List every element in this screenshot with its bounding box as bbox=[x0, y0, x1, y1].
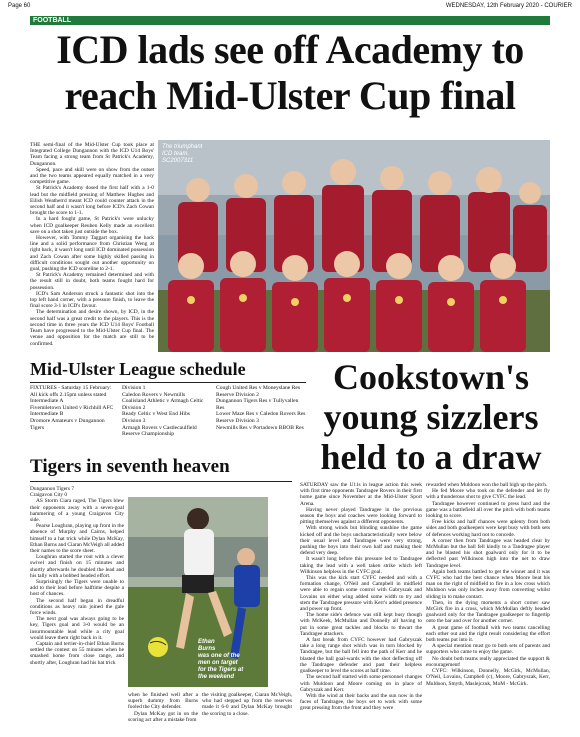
cook-paragraph: A fast break from CYFC however had Gabryszak take a long range shot which was in turn blocked by Tandragee, but the ball fell into the path of Kerr and he blasted the ball goal-wards with the shot deflecting off the Tandragee defender and past their helpless goalkeeper to level the scores at half time. bbox=[300, 637, 422, 675]
cook-paragraph: With the wind at their backs and the sun now in the faces of Tandragee, the boys set to work with some great pressing from the front and they were bbox=[300, 692, 422, 712]
cookstown-col-1 bbox=[300, 482, 422, 734]
lead-paragraph: ICD's Sam Anderson struck a fantastic shot into the top left hand corner, with a pressure finish, to leave the final score 3-1 in ICD's favour. bbox=[30, 290, 154, 310]
lead-paragraph: However, with Tommy Taggart organising the back line and a solid performance from Christian Weng at right back, it wasn't long until ICD dominated possession and Zach Cowan after some highly skilled passing in difficult conditions sought out another opportunity on goal, pushing the ICD scoreline to 2-1. bbox=[30, 235, 154, 273]
schedule-col-3 bbox=[216, 385, 306, 431]
cookstown-col-2 bbox=[426, 482, 550, 734]
main-headline bbox=[30, 27, 550, 137]
schedule-line: Newmills Res v Portadown BBOB Res bbox=[216, 424, 304, 431]
cook-paragraph: He fed Moore who took on the defender and let fly with a thunderous shot to give CYFC the lead. bbox=[426, 488, 550, 501]
schedule-line: Division 1 bbox=[122, 385, 146, 391]
lead-paragraph: In a hard fought game, St Patrick's were unlucky when ICD goalkeeper Reuben Kelly made an excellent save on a shot taken just outside the box. bbox=[30, 216, 154, 235]
lead-story bbox=[30, 142, 154, 354]
cook-paragraph: A corner then from Tandragee was headed clear by McMullan but the ball fell kindly to a Tandragee player and he blasted his shot goalward only for it to be deflected past Wilkinson high into the net to draw Tandragee level. bbox=[426, 537, 550, 569]
caption-line: was one of the bbox=[198, 653, 240, 659]
tigers-paragraph: Loughran started the rout with a clever swivel and finish on 15 minutes and shortly afterwards he doubled the lead and his tally with a bobbed headed effort. bbox=[30, 554, 124, 579]
lead-paragraph: Speed, pace and skill were on show from the outset and the two teams appeared equally matched in a very competitive game. bbox=[30, 166, 154, 186]
cook-headline-line: young sizzlers bbox=[323, 397, 539, 437]
cookstown-headline bbox=[312, 357, 550, 477]
schedule-rule bbox=[30, 382, 306, 383]
cook-paragraph: The home side's defence was still kept busy though with McKeek, McMullan and Donnelly all having to put in some great tackles and blocks to thwart the Tandragee attackers. bbox=[300, 612, 422, 637]
tigers-photo bbox=[128, 497, 268, 687]
schedule-line: Intermediate A bbox=[30, 398, 64, 405]
tigers-rule bbox=[30, 481, 292, 482]
caption-line: the weekend bbox=[198, 674, 235, 680]
schedule-line: Division 2 bbox=[122, 404, 146, 411]
tigers-headline: Tigers in seventh heaven bbox=[30, 456, 230, 477]
cook-headline-line: held to a draw bbox=[320, 437, 542, 477]
cook-paragraph: CYFC: Wilkinson, Donnelly, McGirk, McMullan, O'Neil, Lovains, Campbell (c), Moore, Gabryszak, Kerr, Muldoon, Smyth, Maslejczuk, MoM - McGirk. bbox=[426, 668, 550, 687]
schedule-col-2 bbox=[122, 385, 212, 438]
team-photo-caption bbox=[162, 144, 202, 165]
tigers-paragraph: AS Storm Ciara raged, The Tigers blew their opponents away with a seven-goal hammering of a young Craigavon City side. bbox=[30, 498, 124, 524]
schedule-line: Lower Maze Res v Caledon Rovers Res bbox=[216, 411, 306, 418]
page-folio bbox=[8, 3, 572, 13]
caption-line: for the Tigers at bbox=[198, 667, 244, 673]
section-bar bbox=[30, 16, 550, 25]
schedule-line: Cough United Res v Moneyslane Res bbox=[216, 385, 301, 391]
schedule-line: Ready Celtic v West End Hibs bbox=[122, 411, 190, 418]
tigers-paragraph: Surprisingly the Tigers were unable to add to their lead before halftime despite a host of chances. bbox=[30, 579, 124, 598]
lead-paragraph: The determination and desire shown, by ICD, in the second half was a great credit to the players. This is the second time in three years the ICD U14 Boys' Football Team have progressed to the Mid-Ulster Cup final. The venue and opposition for the match are still to be confirmed. bbox=[30, 309, 154, 347]
caption-line: SC2007311 bbox=[162, 158, 194, 164]
cook-headline-line: Cookstown's bbox=[332, 357, 530, 397]
schedule-line: Reserve Division 2 bbox=[216, 391, 259, 398]
tigers-paragraph: the visiting goalkeeper, Ciaran McVeigh, who had stepped up from the reserves made it 6-0 and Dylan McKay brought the scoring to a close. bbox=[202, 692, 292, 717]
schedule-line: Coalisland Athletic v Armagh Celtic bbox=[122, 398, 204, 405]
caption-line: ICD team. bbox=[162, 151, 190, 157]
cook-paragraph: SATURDAY saw the U11s in league action this week with first time opponents Tandragee Rovers in their first home game since November at the Mid-Ulster Sport Arena. bbox=[300, 482, 422, 507]
cook-paragraph: No doubt both teams really appreciated the support & encouragement! bbox=[426, 655, 550, 668]
cook-paragraph: Then, in the dying moments a short corner saw McGirk fire in a cross, which McMullan deftly headed goalward only for the Tandragee goalkeeper to fingertip onto the bar and over for another corner. bbox=[426, 599, 550, 625]
schedule-col-1 bbox=[30, 385, 118, 431]
cook-paragraph: With strong winds but blinding sunshine the game kicked off and the boys uncharacteristically were below their usual level and Tandragee were very strong, pushing the boys into their own half and making their defend very deep. bbox=[300, 525, 422, 557]
tigers-photo-caption bbox=[198, 639, 266, 681]
cook-paragraph: The second half started with some personnel changes with Muldoon and Moore coming on in place of Gabryszak and Kerr. bbox=[300, 674, 422, 693]
schedule-line: FIXTURES - Saturday 15 February: bbox=[30, 385, 112, 391]
caption-line: The triumphant bbox=[162, 144, 203, 150]
lead-paragraph: St Patrick's Academy dosed the first half with a 1-0 lead but the midfield pressing of Matthew Hughes and Eilish Weatherrd meant ICD could counter attack in the second half and it wasn't long before ICD's Zach Cowan brought the score to 1-1. bbox=[30, 185, 154, 217]
cook-paragraph: Tandragee however continued to press hard and the game was a battlefield all over the pitch with both teams looking to score. bbox=[426, 500, 550, 520]
section-label: FOOTBALL bbox=[33, 17, 72, 24]
schedule-line: Fivemiletown United v Richhill AFC bbox=[30, 404, 114, 411]
caption-line: men on target bbox=[198, 660, 238, 666]
schedule-line: Dungannon Tigers Res v Tullyvallen Res bbox=[216, 398, 299, 411]
team-photo-illustration bbox=[158, 140, 550, 352]
headline-line-1: ICD lads see off Academy to bbox=[56, 27, 524, 72]
tigers-paragraph: Craigavon City 0 bbox=[30, 492, 68, 499]
tigers-col-1 bbox=[30, 486, 124, 734]
issue-date: WEDNESDAY, 12th February 2020 - COURIER bbox=[445, 3, 572, 9]
tigers-paragraph: The next goal was always going to be key, Tigers goal and 3-0 would be an insurmountable lead while a city goal would leave them right back in it. bbox=[30, 616, 124, 641]
schedule-line: Reserve Division 3 bbox=[216, 417, 259, 424]
tigers-paragraph: Captain and terrier-in-chief Ethan Burns settled the contest on 55 minutes when he smashed home from close range, and shortly after, Loughran had his hat trick bbox=[30, 641, 124, 666]
headline-line-2: reach Mid-Ulster Cup final bbox=[64, 73, 516, 118]
tigers-paragraph: Dungannon Tigers 7 bbox=[30, 486, 75, 492]
tigers-paragraph: The second half began in dreadful conditions as heavy rain joined the gale force winds. bbox=[30, 597, 124, 617]
caption-line: Ethan bbox=[198, 639, 215, 645]
tigers-paragraph: Dylan McKay got in on the scoring act after a mistake from bbox=[128, 710, 198, 723]
schedule-line: Reserve Championship bbox=[122, 431, 175, 438]
tigers-col-2 bbox=[128, 692, 198, 736]
tigers-col-3 bbox=[202, 692, 292, 736]
lead-paragraph: St Patrick's Academy remained determined and with the result still in doubt, both teams fought hard for possession. bbox=[30, 272, 154, 291]
schedule-line: All kick offs 2.15pm unless stated bbox=[30, 391, 107, 398]
schedule-title: Mid-Ulster League schedule bbox=[30, 359, 246, 379]
cook-paragraph: A great game of football with two teams cancelling each other out and the right result considering the effort both teams put into it. bbox=[426, 624, 550, 644]
schedule-line: Dromore Amateurs v Dungannon Tigers bbox=[30, 417, 105, 431]
schedule-line: Intermediate B bbox=[30, 411, 64, 418]
schedule-line: Division 3 bbox=[122, 417, 146, 424]
schedule-line: Armagh Rovers v Castlecaulfield bbox=[122, 424, 197, 431]
cook-paragraph: A special mention must go to both sets of parents and supporters who came to enjoy the game. bbox=[426, 643, 550, 656]
schedule-line: Caledon Rovers v Newmills bbox=[122, 391, 186, 398]
cook-paragraph: Again both teams battled to get the winner and it was CYFC who had the best chance when Moore beat his man on the right of midfield to fire in a low cross which Muldoon was only inches away from converting whilst sliding in to make contact. bbox=[426, 568, 550, 600]
page-number: Page 60 bbox=[8, 3, 31, 9]
tigers-paragraph: when he finished well after a superb dummy from Burns fooled the City defender. bbox=[128, 692, 198, 711]
cook-paragraph: This was the kick start CYFC needed and with a formation change, O'Neil and Campbell in midfield were able to regain some control with Gabryszak and Lovains on either wing added some width to try and stem the Tandragee pressure with Kerr's added presence and power up front. bbox=[300, 575, 422, 613]
team-photo bbox=[158, 140, 550, 352]
cook-paragraph: rewarded when Muldoon won the ball high up the pitch. bbox=[426, 482, 548, 488]
lead-paragraph: THE semi-final of the Mid-Ulster Cup took place at Integrated College Dungannon with the ICD U14 Boys' Team facing a strong team from St Patrick's Academy, Dungannon. bbox=[30, 142, 154, 167]
cook-paragraph: Having never played Tandragee in the previous season the boys and coaches were looking forward to pitting themselves against a different opponents. bbox=[300, 506, 422, 526]
cook-paragraph: Free kicks and half chances were aplenty from both sides and both goalkeepers were kept busy with both sets of defences working hard not to concede. bbox=[426, 519, 550, 538]
cook-paragraph: It wasn't long before this pressure led to Tandragee taking the lead with a well taken strike which left Wilkinson helpless in the CYFC goal. bbox=[300, 556, 422, 575]
caption-line: Burns bbox=[198, 646, 216, 652]
tigers-paragraph: Pearse Loughran, playing up front in the absence of Murphy and Cairns, helped himself to a hat trick while Dylan McKay, Ethan Burns and Ciaran McVeigh all added their names to the score sheet. bbox=[30, 523, 124, 555]
